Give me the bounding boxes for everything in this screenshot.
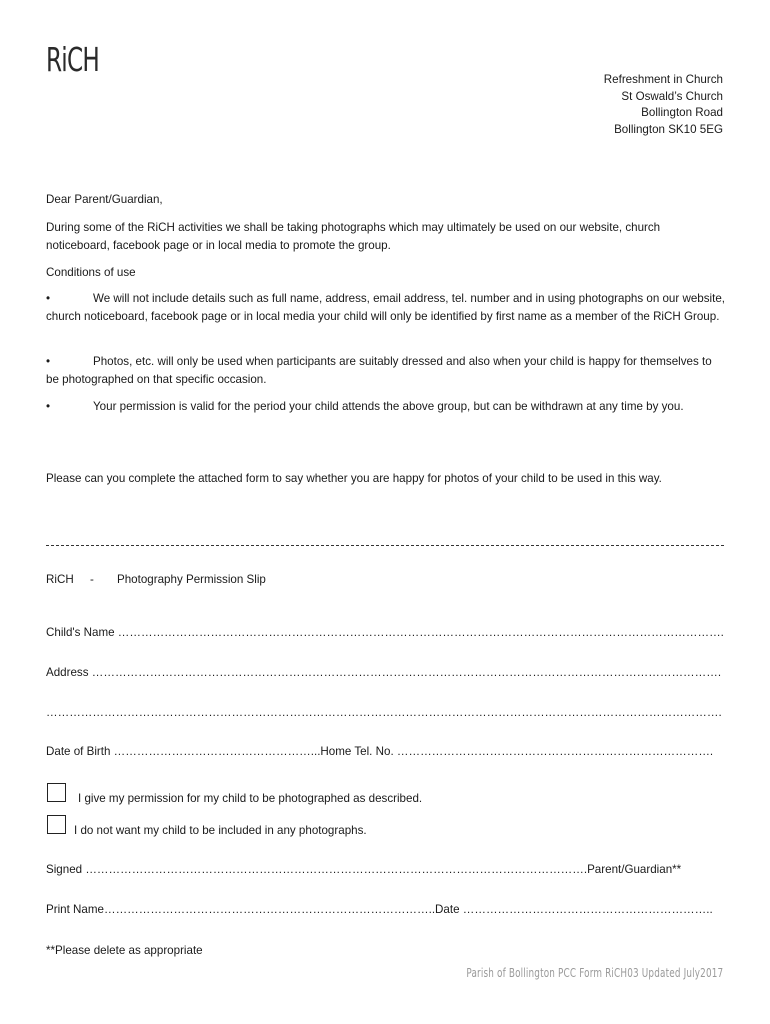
- slip-heading: Photography Permission Slip: [117, 573, 266, 586]
- delete-note: **Please delete as appropriate: [46, 944, 203, 957]
- form-footer: Parish of Bollington PCC Form RiCH03 Updated July2017: [466, 966, 723, 980]
- slip-title: [46, 573, 266, 586]
- sender-address: [604, 72, 723, 138]
- request-paragraph: Please can you complete the attached form to say whether you are happy for photos of your child to be used in this way.: [46, 472, 662, 485]
- conditions-heading: Conditions of use: [46, 266, 136, 279]
- rich-logo: RiCH: [46, 40, 100, 79]
- intro-paragraph: During some of the RiCH activities we shall be taking photographs which may ultimately be used on our website, church noticeboard, facebook page or in local media to promote the group.: [46, 221, 661, 252]
- childs-name-field[interactable]: Child's Name ………………………………………………………………………………………………………………………………………….: [46, 626, 724, 639]
- address-line: Refreshment in Church: [603, 73, 723, 86]
- address-line2-field[interactable]: ………………………………………………………………………………………………………………………………………………………….: [46, 706, 722, 719]
- deny-permission-label: I do not want my child to be included in any photographs.: [74, 824, 367, 837]
- print-name-date-field[interactable]: Print Name…………………………………………………………………………..Date ………………………………………………………..: [46, 903, 713, 916]
- address-line: Bollington SK10 5EG: [614, 122, 723, 136]
- bullet-icon: •: [46, 292, 51, 305]
- condition-text: Your permission is valid for the period your child attends the above group, but can be withdrawn at any time by you.: [93, 400, 684, 413]
- address-line: Bollington Road: [641, 106, 723, 120]
- slip-dash: -: [90, 573, 94, 586]
- give-permission-checkbox[interactable]: [47, 783, 66, 802]
- signature-field[interactable]: Signed ………………………………………………………………………………………………………………….Parent/Guardian**: [46, 863, 682, 876]
- address-line: St Oswald’s Church: [621, 89, 723, 103]
- tear-off-line: [46, 545, 724, 546]
- deny-permission-checkbox[interactable]: [47, 815, 66, 834]
- bullet-icon: •: [46, 355, 51, 368]
- slip-org: RiCH: [46, 573, 74, 586]
- address-field[interactable]: Address ……………………………………………………………………………………………………………………………………………….: [46, 666, 722, 679]
- condition-text: Photos, etc. will only be used when participants are suitably dressed and also when your child is happy for themselves to be photographed on that specific occasion.: [46, 355, 712, 386]
- greeting: Dear Parent/Guardian,: [46, 193, 163, 206]
- condition-text: We will not include details such as full name, address, email address, tel. number and in using photographs on our website, church noticeboard, facebook page or in local media your child will only be identified by first name as a member of the RiCH Group.: [46, 292, 725, 323]
- bullet-icon: •: [46, 400, 51, 413]
- give-permission-label: I give my permission for my child to be photographed as described.: [78, 792, 423, 805]
- dob-phone-field[interactable]: Date of Birth ……………………………………………...Home Tel. No. ……………………………………………………………………….: [46, 745, 714, 758]
